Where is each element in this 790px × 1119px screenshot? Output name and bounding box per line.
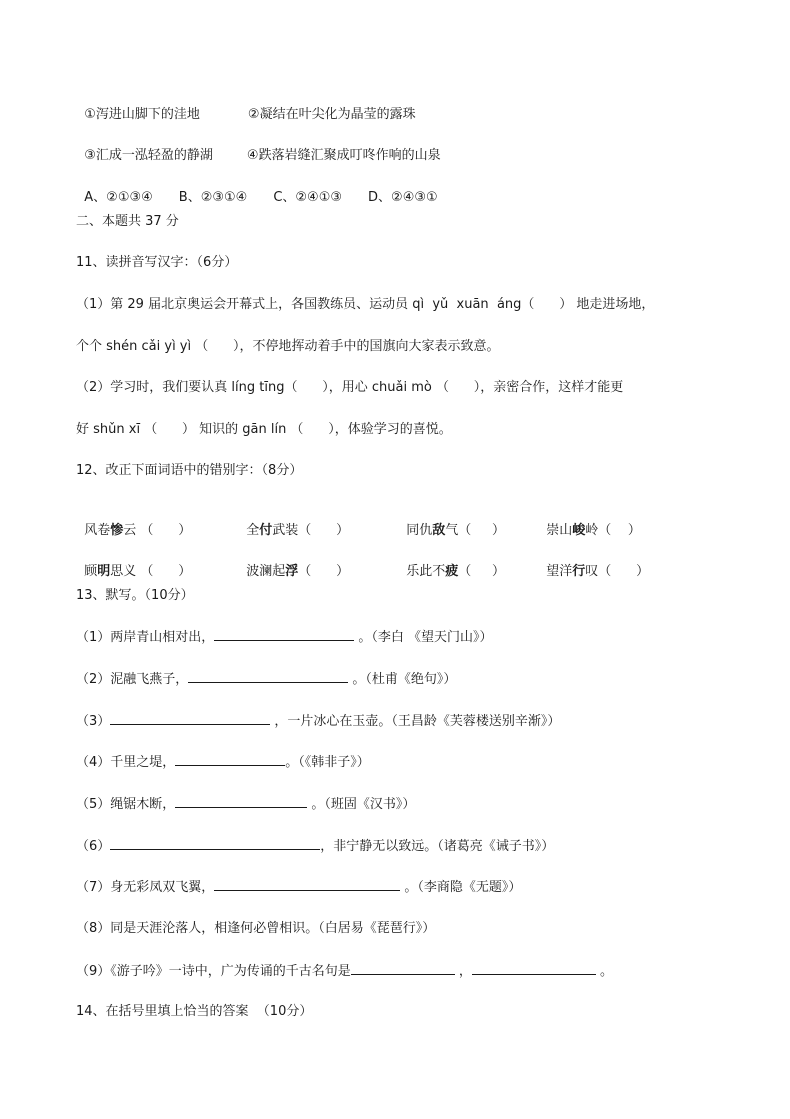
q11-part1-line2: 个个 shén cǎi yì yì （ ），不停地挥动着手中的国旗向大家表示致意。	[76, 339, 500, 354]
q12-title: 12、改正下面词语中的错别字：（8分）	[76, 463, 303, 478]
q13-line-2: （2）泥融飞燕子， 。（杜甫《绝句》）	[76, 672, 457, 687]
q10-option-row-1	[76, 88, 416, 124]
q13-title: 13、默写。（10分）	[76, 588, 194, 603]
answer-blank[interactable]	[175, 795, 307, 808]
q11-title: 11、读拼音写汉字：（6分）	[76, 255, 238, 270]
choice-a: A、②①③④	[84, 190, 153, 205]
q12-row-2	[76, 545, 649, 581]
answer-blank[interactable]	[188, 670, 348, 683]
q13-line-7: （7）身无彩凤双飞翼， 。（李商隐《无题》）	[76, 880, 522, 895]
q13-line-4: （4）千里之堤， 。（《韩非子》）	[76, 755, 370, 770]
q12-word: 望洋行叹（ ）	[546, 564, 650, 579]
q10-item-3: ③汇成一泓轻盈的静湖	[84, 148, 213, 163]
choice-d: D、②④③①	[368, 190, 438, 205]
q13-line-6: （6） ，非宁静无以致远。（诸葛亮《诫子书》）	[76, 839, 555, 854]
answer-blank[interactable]	[175, 753, 285, 766]
q10-item-2: ②凝结在叶尖化为晶莹的露珠	[247, 107, 416, 122]
answer-blank[interactable]	[110, 712, 270, 725]
q12-word: 全付武装（ ）	[246, 523, 350, 538]
q12-word: 风卷惨云 （ ）	[84, 523, 192, 538]
answer-blank[interactable]	[351, 962, 455, 975]
q13-line-1: （1）两岸青山相对出， 。（李白 《望天门山》）	[76, 630, 493, 645]
q12-row-1	[76, 504, 641, 540]
q12-word: 波澜起浮（ ）	[246, 564, 350, 579]
answer-blank[interactable]	[472, 962, 596, 975]
answer-blank[interactable]	[110, 837, 320, 850]
q12-word: 崇山峻岭（ ）	[546, 523, 641, 538]
section-2-title: 二、本题共 37 分	[76, 214, 179, 229]
q14-title: 14、在括号里填上恰当的答案 （10分）	[76, 1004, 313, 1019]
q13-line-5: （5）绳锯木断， 。（班固《汉书》）	[76, 797, 416, 812]
answer-blank[interactable]	[214, 628, 354, 641]
q12-word: 同仇敌气（ ）	[406, 523, 505, 538]
q13-line-8: （8）同是天涯沦落人，相逢何必曾相识。（白居易《琵琶行》）	[76, 921, 436, 936]
q10-option-row-2	[76, 129, 441, 165]
q13-line-3: （3） ，一片冰心在玉壶。（王昌龄《芙蓉楼送别辛渐》）	[76, 714, 561, 729]
q13-line-9: （9）《游子吟》一诗中，广为传诵的千古名句是 ， 。	[76, 964, 614, 979]
q10-item-1: ①泻进山脚下的洼地	[84, 107, 200, 122]
q10-choices	[76, 171, 438, 207]
q11-part2-line2: 好 shǔn xī （ ） 知识的 gān lín （ ），体验学习的喜悦。	[76, 422, 452, 437]
q11-part1-line1: （1）第 29 届北京奥运会开幕式上，各国教练员、运动员 qì yǔ xuān áng（ ） 地走进场地，	[76, 297, 655, 312]
answer-blank[interactable]	[214, 878, 400, 891]
choice-c: C、②④①③	[273, 190, 343, 205]
q11-part2-line1: （2）学习时，我们要认真 líng tīng（ ），用心 chuǎi mò （ ），亲密合作，这样才能更	[76, 380, 624, 395]
q12-word: 乐此不疲（ ）	[406, 564, 505, 579]
choice-b: B、②③①④	[178, 190, 248, 205]
q10-item-4: ④跌落岩缝汇聚成叮咚作响的山泉	[246, 148, 441, 163]
q12-word: 顾明思义 （ ）	[84, 564, 192, 579]
